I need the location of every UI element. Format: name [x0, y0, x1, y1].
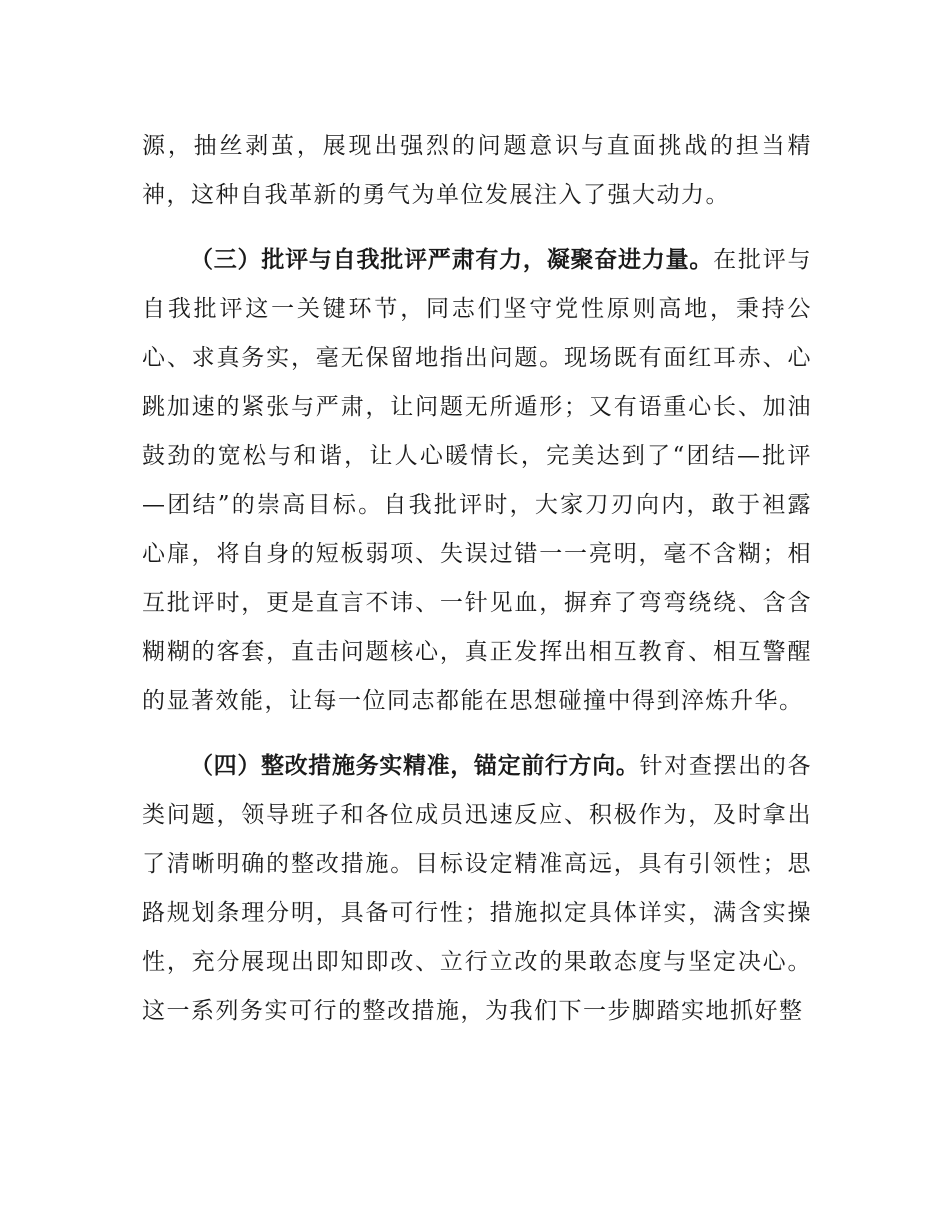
section-heading-3: （三）批评与自我批评严肃有力，凝聚奋进力量。	[190, 247, 714, 273]
paragraph-continuation	[142, 122, 812, 220]
document-body	[142, 122, 812, 1036]
paragraph-text: 在批评与自我批评这一关键环节，同志们坚守党性原则高地，秉持公心、求真务实，毫无保留地指出问题。现场既有面红耳赤、心跳加速的紧张与严肃，让问题无所遁形；又有语重心长、加油鼓劲的宽松与和谐，让人心暖情长，完美达到了“团结—批评—团结”的崇高目标。自我批评时，大家刀刃向内，敢于袒露心扉，将自身的短板弱项、失误过错一一亮明，毫不含糊；相互批评时，更是直言不讳、一针见血，摒弃了弯弯绕绕、含含糊糊的客套，直击问题核心，真正发挥出相互教育、相互警醒的显著效能，让每一位同志都能在思想碰撞中得到淬炼升华。	[142, 247, 813, 714]
paragraph-section-3	[142, 236, 812, 726]
paragraph-text: 源，抽丝剥茧，展现出强烈的问题意识与直面挑战的担当精神，这种自我革新的勇气为单位发展注入了强大动力。	[142, 133, 812, 208]
paragraph-text: 针对查摆出的各类问题，领导班子和各位成员迅速反应、积极作为，及时拿出了清晰明确的整改措施。目标设定精准高远，具有引领性；思路规划条理分明，具备可行性；措施拟定具体详实，满含实操性，充分展现出即知即改、立行立改的果敢态度与坚定决心。这一系列务实可行的整改措施，为我们下一步脚踏实地抓好整	[142, 753, 813, 1024]
paragraph-section-4	[142, 742, 812, 1036]
section-heading-4: （四）整改措施务实精准，锚定前行方向。	[190, 753, 640, 779]
